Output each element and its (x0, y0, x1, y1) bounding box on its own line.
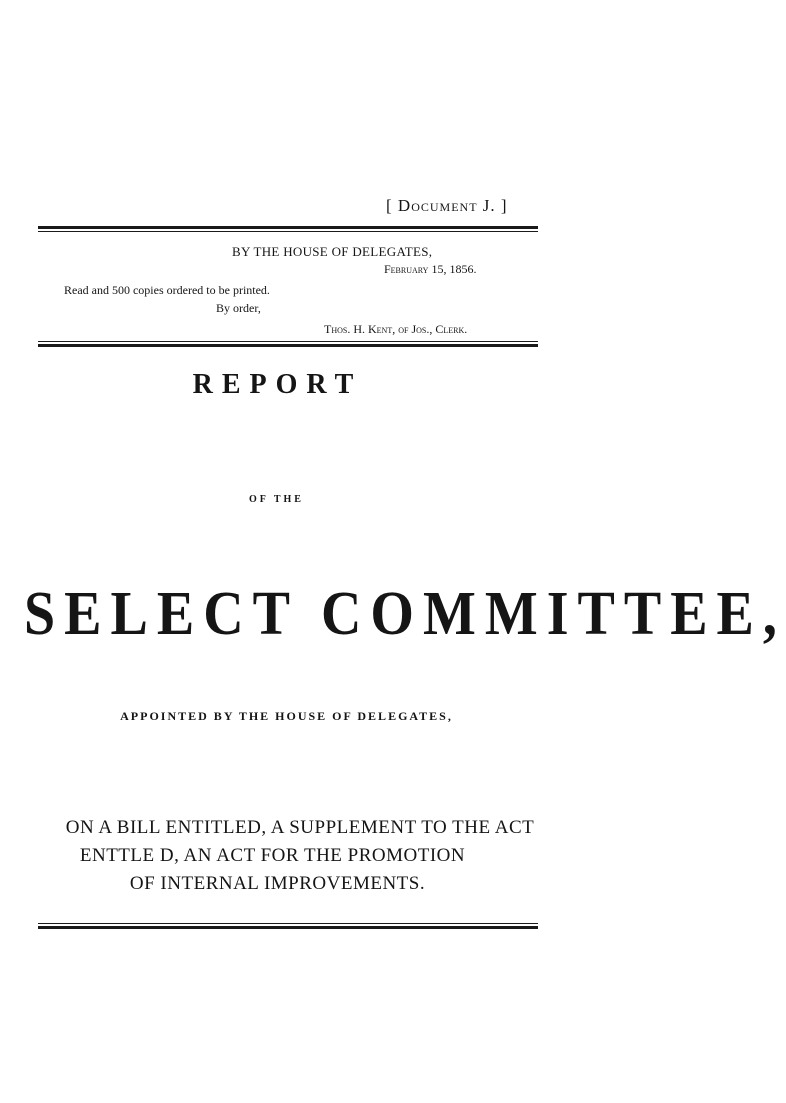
by-order-line: By order, (216, 301, 261, 315)
report-title: REPORT (192, 369, 363, 400)
date-line: February 15, 1856. (384, 262, 477, 276)
house-line: BY THE HOUSE OF DELEGATES, (232, 244, 433, 259)
committee-title: SELECT COMMITTEE, (24, 579, 786, 649)
top-rule-thin (38, 231, 538, 232)
clerk-line: Thos. H. Kent, of Jos., Clerk. (324, 322, 468, 336)
appointed-line: APPOINTED BY THE HOUSE OF DELEGATES, (120, 709, 453, 723)
of-the-line: OF THE (249, 494, 304, 505)
bottom-rule-thick (38, 926, 538, 929)
read-order-line: Read and 500 copies ordered to be printed. (64, 283, 270, 297)
document-label: [ Document J. ] (386, 196, 508, 215)
bill-title-line-1: ON A BILL ENTITLED, A SUPPLEMENT TO THE ACT (65, 817, 535, 838)
middle-rule-thick (38, 344, 538, 347)
bill-title-line-2: ENTTLE D, AN ACT FOR THE PROMOTION (79, 845, 466, 866)
bill-title-line-3: OF INTERNAL IMPROVEMENTS. (129, 873, 426, 894)
middle-rule-thin (38, 341, 538, 342)
bottom-rule-thin (38, 923, 538, 924)
top-rule-thick (38, 226, 538, 229)
